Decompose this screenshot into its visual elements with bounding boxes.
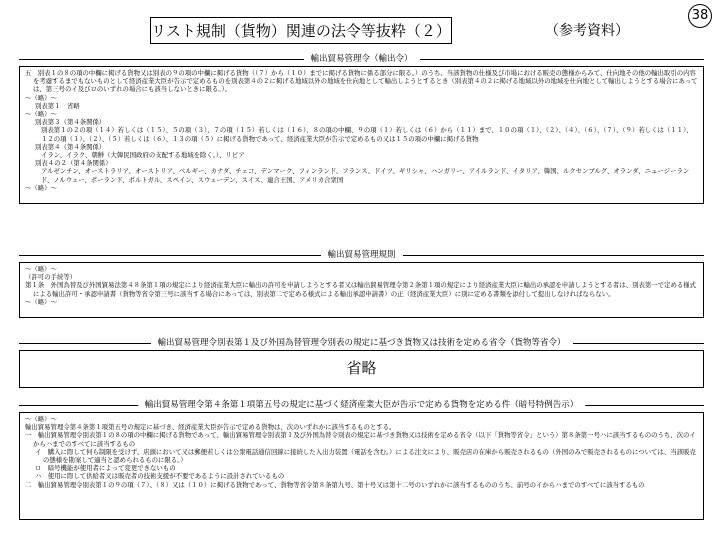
text-line: ～（略）～ [25,415,57,423]
text-line: ～（略）～ [25,183,57,192]
text-line: ～（略）～ [25,265,57,273]
text-line: ロ 暗号機能が使用者によって変更できないもの [35,464,176,473]
section-body-crypto-notice [19,412,704,520]
omitted-label: 省略 [346,359,377,377]
text-line: 一 輸出貿易管理令別表第１の８の項の中欄に掲げる貨物であって、輸出貿易管理令別表第１及び外国為替令別表の規定に基づき貨物又は技術を定める省令（以下「貨物等省令」という）第８条第一号ハに該当するもののうち、次のイからハまでのすべてに該当するもの [25,431,696,448]
text-line: 別表第４（第４条関係） [35,142,106,151]
text-line: （許可の手続等） [25,273,77,282]
text-line: 別表第１の２の項（１４）若しくは（１５）、５の項（３）、７の項（１５）若しくは（１６）、８の項の中欄、９の項（１）若しくは（６）から（１１）まで、１０の項（１）、（２）、（４）、（６）、（７）、（９）若しくは（１１）、１２の項（１）、（２）、（５）若しくは（６）、１３の項（５）に掲げる貨物であって、経済産業大臣が告示で定めるもの又は１５の項の中欄に掲げる貨物 [41,126,693,143]
section-title: 輸出貿易管理令（輸出令） [303,52,419,66]
section-title: 輸出貿易管理令別表第１及び外国為替管理令別表の規定に基づき貨物又は技術を定める省令（貨物等省令） [150,336,572,350]
text-line: アルゼンチン、オーストラリア、オーストリア、ベルギー、カナダ、チェコ、デンマーク、フィンランド、フランス、ドイツ、ギリシャ、ハンガリー、アイルランド、イタリア、韓国、ルクセンブルグ、オランダ、ニュージーランド、ノルウェー、ポーランド、ポルトガル、スペイン、スウェーデン、スイス、連合王国、アメリカ合衆国 [41,167,690,184]
section-body-goods-ordinance [19,350,704,388]
text-line: ハ 使用に際して供給者又は販売者の技術支援が不要であるように設計されているもの [35,472,285,481]
text-line: ～（略）～ [25,110,57,119]
text-line: 別表第１ 省略 [35,101,80,110]
text-line: イラン、イラク、朝鮮（大韓民国政府の支配する地域を除く。）、リビア [41,151,245,160]
section-body-export-rules [19,262,704,318]
text-line: 別表第３（第４条関係） [35,118,106,127]
section-header-export-order [19,52,704,66]
section-header-export-rules [19,248,704,262]
section-header-goods-ordinance [19,336,704,350]
reference-label: （参考資料） [545,23,629,39]
text-line: イ 購入に際して何ら制限を受けず、店頭において又は郵便若しくは公衆電話通信回線に接続した入出力装置（電話を含む。）による注文により、販売店の在庫から販売されるもの（外国のみで販売されるものについては、当該販売の態様を勘案して適当と認められるものに限る。） [35,447,696,465]
page-title: リスト規制（貨物）関連の法令等抜粋（２） [150,17,452,44]
text-line: 五 別表１の８の項の中欄に掲げる貨物又は別表の９の項の中欄に掲げる貨物（（７）から（１０）までに掲げる貨物に係る部分に限る。）のうち、当該貨物の仕様及び市場における販売の態様からみて、仕向地その他の輸出取引の内容を考慮するまでもないものとして経済産業大臣が告示で定めるものを別表第４の２に掲げる地域以外の地域を仕向地として輸出しようとするとき（別表第４の２に掲げる地域以外の地域を仕向地として輸出しようとする場合にあっては、第三号のイ及びロのいずれの場合にも該当しないときに限る。）。 [25,69,698,94]
text-line: 別表４の２（第４条関係） [35,159,112,168]
text-line: 第１条 外国為替及び外国貿易法第４８条第１項の規定により経済産業大臣に輸出の許可を申請しようとする者又は輸出貿易管理令第２条第１項の規定により経済産業大臣に輸出の承認を申請しようとする者は、別表第一で定める様式による輸出許可・承認申請書（貨物等省令第三号に該当する場合にあっては、別表第二で定める様式による輸出承認申請書）の正（経済産業大臣）に別に定める書類を添付して提出しなければならない。 [25,281,697,298]
section-header-crypto-notice [19,398,704,412]
text-line: ～（略）～ [25,93,57,102]
section-title: 輸出貿易管理規則 [320,248,402,262]
page-number: 38 [688,4,712,28]
text-line: 輸出貿易管理令第４条第１項第五号の規定に基づき、経済産業大臣が告示で定める貨物は、次のいずれかに該当するものとする。 [25,423,396,432]
section-title: 輸出貿易管理令第４条第１項第五号の規定に基づく経済産業大臣が告示で定める貨物を定める件（暗号特例告示） [138,398,586,412]
section-body-export-order [19,66,704,204]
text-line: 二 輸出貿易管理令別表第１の９の項（７）、（８）又は（１０）に掲げる貨物であって、貨物等省令第８条第九号、第十号又は第十二号のいずれかに該当するもののうち、前号のイからハまでのすべてに該当するもの [25,480,645,489]
text-line: ～（略）～ [25,297,57,306]
